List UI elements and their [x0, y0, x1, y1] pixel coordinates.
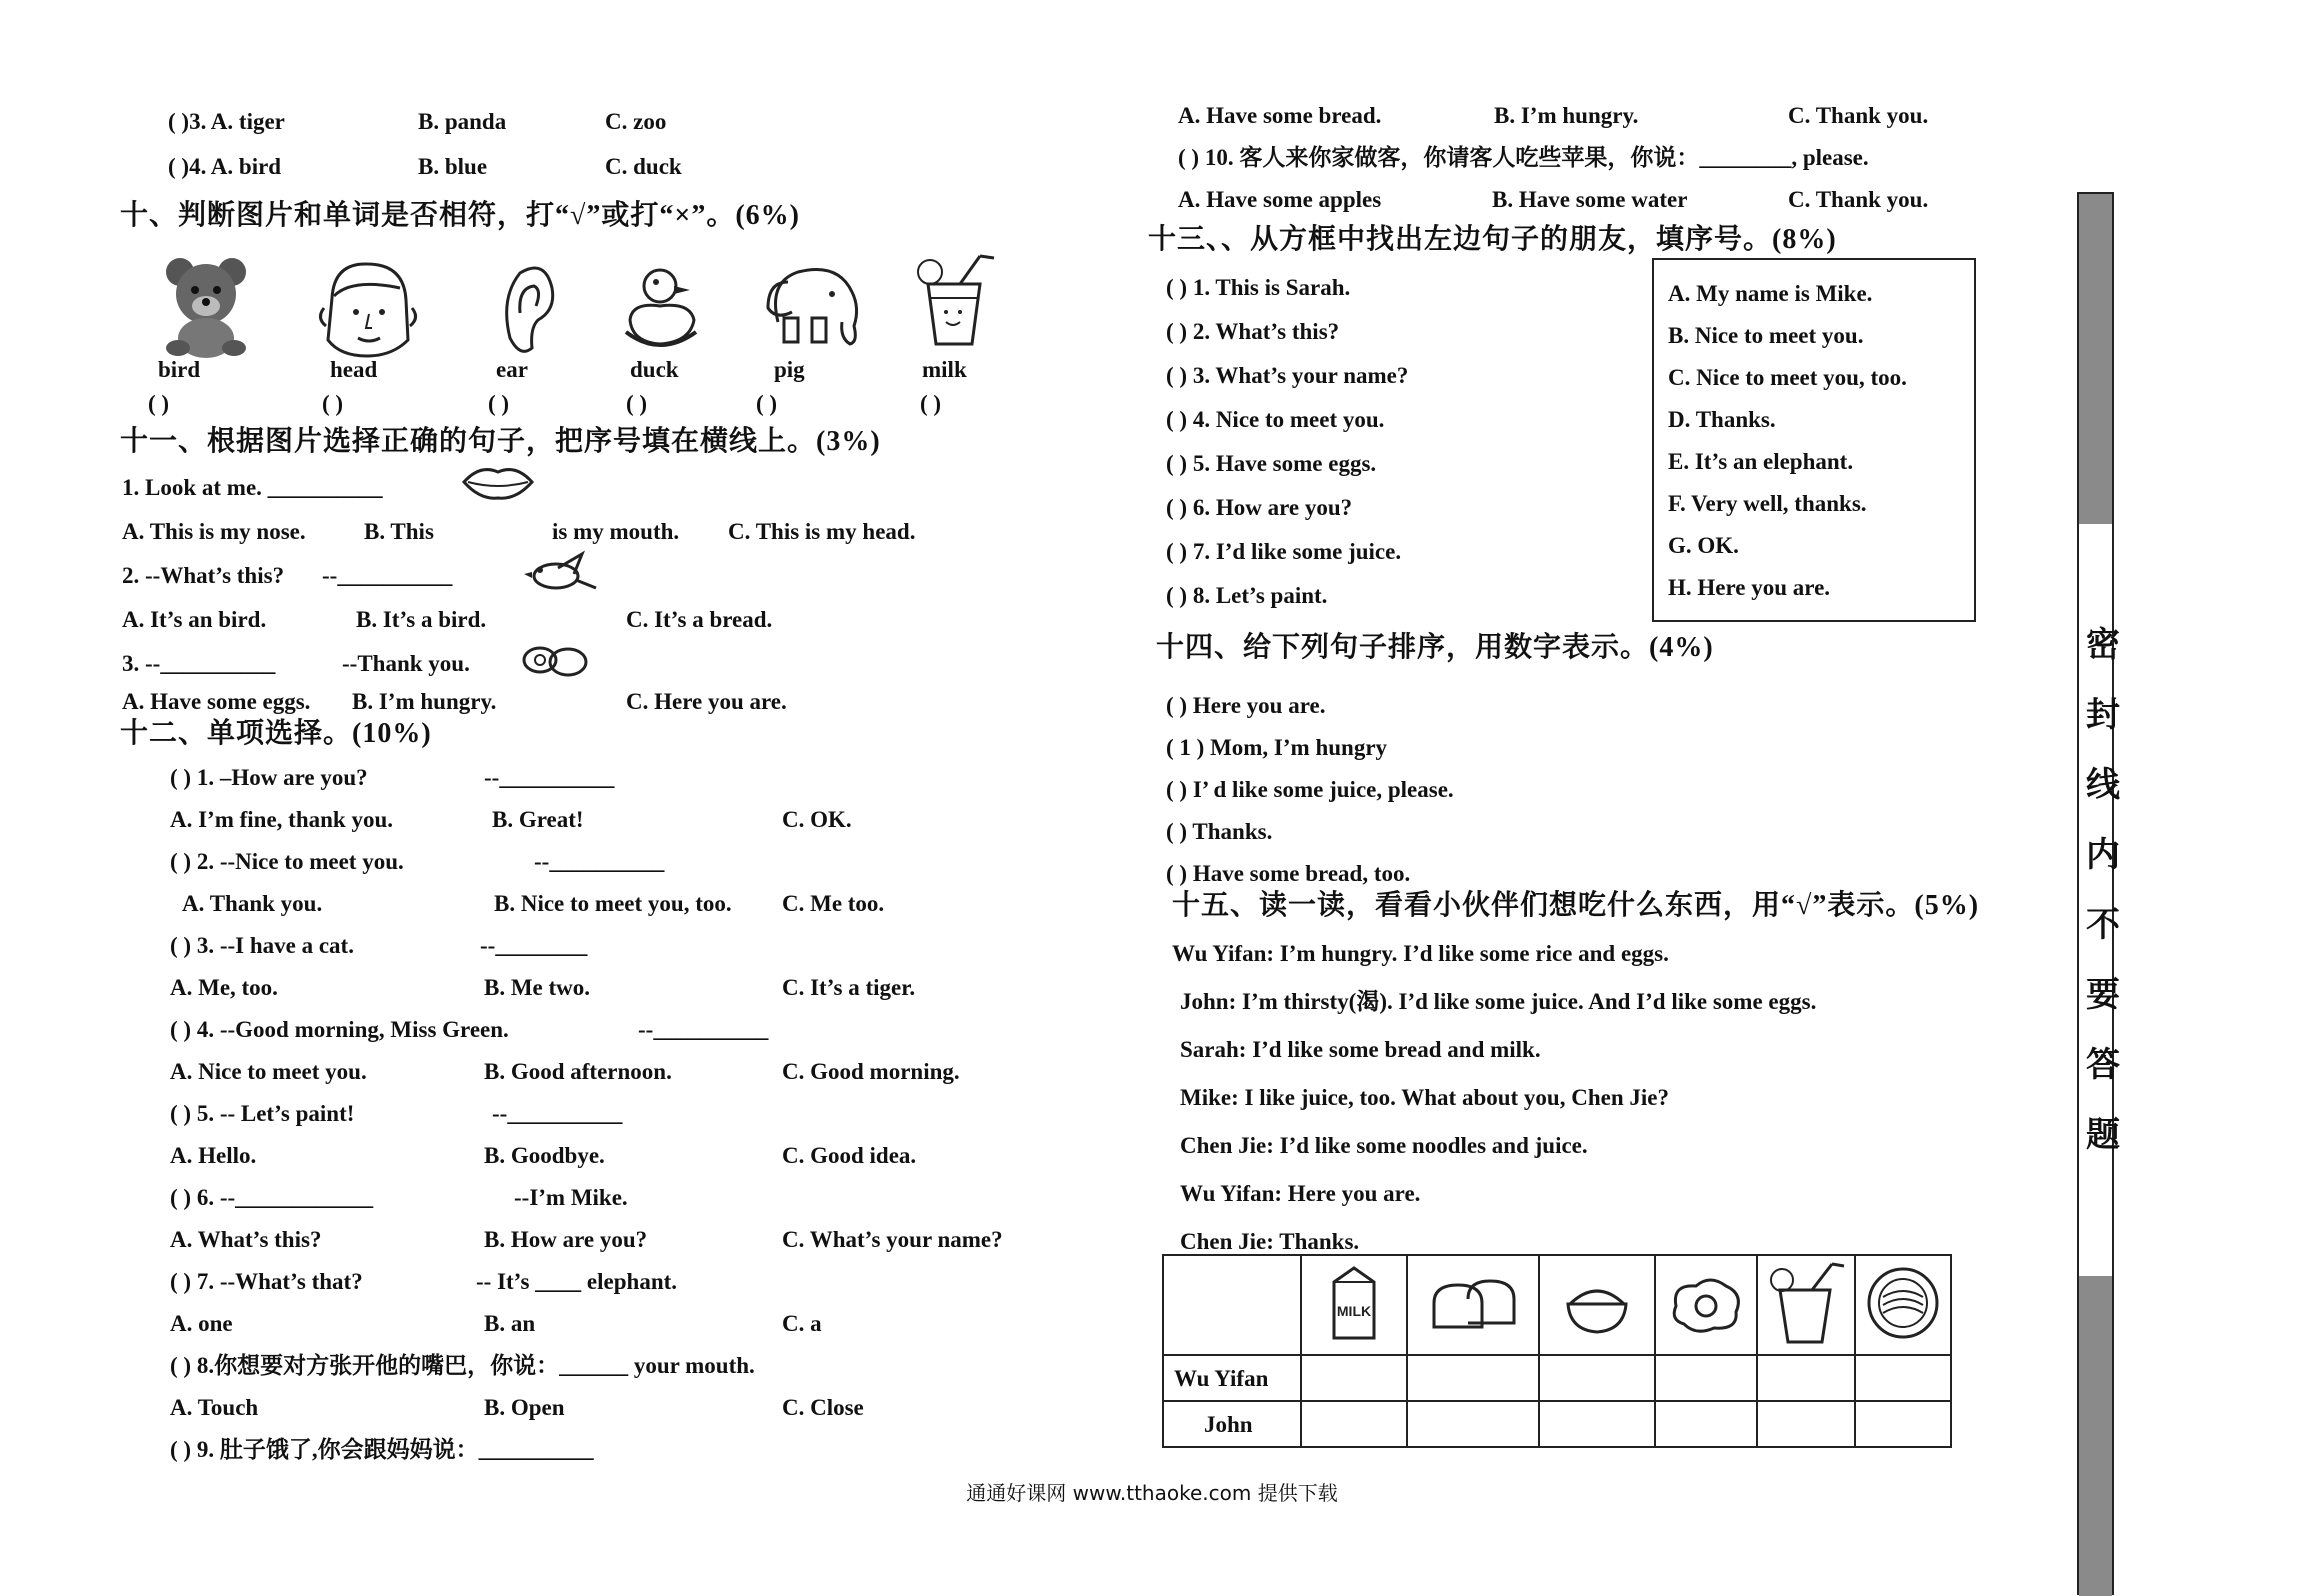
- bread-cell: [1407, 1255, 1539, 1355]
- food-table-corner: [1163, 1255, 1301, 1355]
- s11-q3-a: A. Have some eggs.: [122, 689, 311, 714]
- s12-q8-c: C. Close: [782, 1395, 864, 1420]
- s12-q5-a: A. Hello.: [170, 1143, 257, 1168]
- s15-line-1: Wu Yifan: I’m hungry. I’d like some rice and eggs.: [1172, 941, 1669, 966]
- s14-item-5[interactable]: ( ) Have some bread, too.: [1166, 861, 1411, 886]
- s15-line-3: Sarah: I’d like some bread and milk.: [1180, 1037, 1541, 1062]
- s12-q6-c: C. What’s your name?: [782, 1227, 1003, 1252]
- s12-q3-b: B. Me two.: [484, 975, 591, 1000]
- s12-q4-blank[interactable]: --__________: [638, 1017, 769, 1042]
- s12-q7-blank[interactable]: -- It’s ____ elephant.: [476, 1269, 678, 1294]
- s12-q7-b: B. an: [484, 1311, 536, 1336]
- seal-char-1: 密: [2086, 625, 2120, 665]
- s15-line-2: John: I’m thirsty(渴). I’d like some juice. And I’d like some eggs.: [1180, 989, 1817, 1014]
- s12-q9-b: B. I’m hungry.: [1494, 103, 1639, 128]
- s12-q6[interactable]: ( ) 6. --____________: [170, 1185, 374, 1210]
- rice-bowl-icon: [1562, 1268, 1632, 1338]
- s12-q6-reply: --I’m Mike.: [514, 1185, 628, 1210]
- s12-q2-blank[interactable]: --__________: [534, 849, 665, 874]
- noodles-cell: [1855, 1255, 1951, 1355]
- s15-line-6: Wu Yifan: Here you are.: [1180, 1181, 1421, 1206]
- s11-q3[interactable]: 3. --__________: [122, 651, 276, 676]
- john-bread-cell[interactable]: [1407, 1401, 1539, 1447]
- s13-options-box: [1652, 258, 1976, 622]
- s12-q8-a: A. Touch: [170, 1395, 259, 1420]
- s10-heading: 十、判断图片和单词是否相符，打“√”或打“×”。(6%): [120, 200, 800, 231]
- john-noodles-cell[interactable]: [1855, 1401, 1951, 1447]
- juice-picture: [914, 250, 1004, 350]
- footer-source: 通通好课网 www.tthaoke.com 提供下载: [966, 1481, 1338, 1505]
- bird-picture: [522, 550, 600, 596]
- s12-q1-b: B. Great!: [492, 807, 584, 832]
- s11-q1-b: B. This: [364, 519, 434, 544]
- bear-picture: [158, 252, 254, 358]
- wu-yifan-rice-cell[interactable]: [1539, 1355, 1655, 1401]
- s11-q2: 2. --What’s this?: [122, 563, 285, 588]
- s13-option-d: D. Thanks.: [1668, 407, 1776, 432]
- s14-item-4[interactable]: ( ) Thanks.: [1166, 819, 1273, 844]
- s12-q2-b: B. Nice to meet you, too.: [494, 891, 732, 916]
- s13-option-h: H. Here you are.: [1668, 575, 1831, 600]
- s11-q3-b: B. I’m hungry.: [352, 689, 497, 714]
- s10-answer-3[interactable]: ( ): [488, 391, 510, 416]
- s9-q3-b: B. panda: [418, 109, 507, 134]
- s12-q10-c: C. Thank you.: [1788, 187, 1929, 212]
- s10-word-5: pig: [774, 357, 805, 382]
- head-picture: [312, 258, 422, 358]
- s12-q5-b: B. Goodbye.: [484, 1143, 605, 1168]
- row-john-label: John: [1163, 1401, 1301, 1447]
- seal-char-2: 封: [2086, 695, 2120, 735]
- s12-q2-a: A. Thank you.: [182, 891, 323, 916]
- juice-icon: [1766, 1260, 1846, 1346]
- s11-q2-b: B. It’s a bird.: [356, 607, 487, 632]
- seal-band-bottom: [2079, 1276, 2112, 1596]
- seal-char-4: 内: [2086, 835, 2120, 875]
- s12-q3-blank[interactable]: --________: [480, 933, 588, 958]
- s12-q3-c: C. It’s a tiger.: [782, 975, 916, 1000]
- s12-q7-c: C. a: [782, 1311, 822, 1336]
- s13-option-e: E. It’s an elephant.: [1668, 449, 1854, 474]
- s12-q10-a: A. Have some apples: [1178, 187, 1382, 212]
- s12-q3-a: A. Me, too.: [170, 975, 278, 1000]
- s14-item-1[interactable]: ( ) Here you are.: [1166, 693, 1326, 718]
- seal-char-5: 不: [2086, 905, 2120, 945]
- s10-answer-1[interactable]: ( ): [148, 391, 170, 416]
- s13-option-c: C. Nice to meet you, too.: [1668, 365, 1907, 390]
- s12-q10[interactable]: ( ) 10. 客人来你家做客，你请客人吃些苹果，你说：________, please.: [1178, 145, 1869, 170]
- s9-q4: ( )4. A. bird: [168, 154, 282, 179]
- s12-q1-a: A. I’m fine, thank you.: [170, 807, 394, 832]
- milk-icon: [1322, 1264, 1386, 1342]
- seal-band-top: [2079, 194, 2112, 524]
- s12-q9[interactable]: ( ) 9. 肚子饿了,你会跟妈妈说：__________: [170, 1437, 594, 1462]
- s13-option-b: B. Nice to meet you.: [1668, 323, 1864, 348]
- s9-q4-c: C. duck: [605, 154, 682, 179]
- s12-q8-b: B. Open: [484, 1395, 565, 1420]
- s13-option-a: A. My name is Mike.: [1668, 281, 1873, 306]
- john-juice-cell[interactable]: [1757, 1401, 1855, 1447]
- s12-q4: ( ) 4. --Good morning, Miss Green.: [170, 1017, 509, 1042]
- s13-left-5[interactable]: ( ) 5. Have some eggs.: [1166, 451, 1377, 476]
- s13-left-7[interactable]: ( ) 7. I’d like some juice.: [1166, 539, 1402, 564]
- s13-left-3[interactable]: ( ) 3. What’s your name?: [1166, 363, 1409, 388]
- wu-yifan-juice-cell[interactable]: [1757, 1355, 1855, 1401]
- s12-q8[interactable]: ( ) 8.你想要对方张开他的嘴巴，你说：______ your mouth.: [170, 1353, 755, 1378]
- s12-q7: ( ) 7. --What’s that?: [170, 1269, 363, 1294]
- s10-word-1: bird: [158, 357, 201, 382]
- s12-q6-a: A. What’s this?: [170, 1227, 322, 1252]
- wu-yifan-egg-cell[interactable]: [1655, 1355, 1757, 1401]
- s10-answer-5[interactable]: ( ): [756, 391, 778, 416]
- s15-line-5: Chen Jie: I’d like some noodles and juice.: [1180, 1133, 1588, 1158]
- seal-char-3: 线: [2086, 765, 2120, 805]
- wu-yifan-milk-cell[interactable]: [1301, 1355, 1407, 1401]
- row-wu-yifan-label: Wu Yifan: [1163, 1355, 1301, 1401]
- s12-q4-c: C. Good morning.: [782, 1059, 960, 1084]
- s12-q4-a: A. Nice to meet you.: [170, 1059, 367, 1084]
- food-table: [1162, 1254, 1952, 1448]
- s11-q1-b2: is my mouth.: [552, 519, 680, 544]
- s12-q10-b: B. Have some water: [1492, 187, 1688, 212]
- s12-q2: ( ) 2. --Nice to meet you.: [170, 849, 404, 874]
- john-rice-cell[interactable]: [1539, 1401, 1655, 1447]
- s12-q5: ( ) 5. -- Let’s paint!: [170, 1101, 355, 1126]
- s9-q4-b: B. blue: [418, 154, 488, 179]
- s12-q5-c: C. Good idea.: [782, 1143, 917, 1168]
- s11-q1-a: A. This is my nose.: [122, 519, 306, 544]
- eggs-picture: [518, 638, 592, 682]
- s11-q2-blank[interactable]: --__________: [322, 563, 453, 588]
- s11-heading: 十一、根据图片选择正确的句子，把序号填在横线上。(3%): [120, 426, 881, 457]
- rice-cell: [1539, 1255, 1655, 1355]
- s13-option-g: G. OK.: [1668, 533, 1739, 558]
- s12-q3: ( ) 3. --I have a cat.: [170, 933, 354, 958]
- s12-q1-c: C. OK.: [782, 807, 852, 832]
- juice-cell: [1757, 1255, 1855, 1355]
- s12-q1: ( ) 1. –How are you?: [170, 765, 368, 790]
- s9-q3: ( )3. A. tiger: [168, 109, 285, 134]
- s12-heading: 十二、单项选择。(10%): [120, 718, 432, 749]
- s12-q4-b: B. Good afternoon.: [484, 1059, 672, 1084]
- s11-q1-c: C. This is my head.: [728, 519, 916, 544]
- s11-q2-c: C. It’s a bread.: [626, 607, 773, 632]
- egg-cell: [1655, 1255, 1757, 1355]
- s11-q2-a: A. It’s an bird.: [122, 607, 267, 632]
- s13-heading: 十三、、从方框中找出左边句子的朋友，填序号。(8%): [1148, 224, 1837, 255]
- s14-item-3[interactable]: ( ) I’ d like some juice, please.: [1166, 777, 1454, 802]
- wu-yifan-bread-cell[interactable]: [1407, 1355, 1539, 1401]
- elephant-picture: [748, 252, 868, 352]
- milk-cell: [1301, 1255, 1407, 1355]
- s13-left-8[interactable]: ( ) 8. Let’s paint.: [1166, 583, 1328, 608]
- s11-q3-reply: --Thank you.: [342, 651, 470, 676]
- s12-q1-blank[interactable]: --__________: [484, 765, 615, 790]
- john-milk-cell[interactable]: [1301, 1401, 1407, 1447]
- s13-left-4[interactable]: ( ) 4. Nice to meet you.: [1166, 407, 1385, 432]
- s14-heading: 十四、给下列句子排序，用数字表示。(4%): [1156, 632, 1714, 663]
- seal-line-band: [2077, 192, 2114, 1595]
- s10-word-4: duck: [630, 357, 679, 382]
- s12-q7-a: A. one: [170, 1311, 233, 1336]
- s10-word-3: ear: [496, 357, 528, 382]
- john-egg-cell[interactable]: [1655, 1401, 1757, 1447]
- s12-q9-c: C. Thank you.: [1788, 103, 1929, 128]
- bread-icon: [1428, 1273, 1518, 1333]
- wu-yifan-noodles-cell[interactable]: [1855, 1355, 1951, 1401]
- duck-picture: [620, 262, 700, 352]
- s12-q9-a: A. Have some bread.: [1178, 103, 1382, 128]
- s10-answer-4[interactable]: ( ): [626, 391, 648, 416]
- s11-q3-c: C. Here you are.: [626, 689, 787, 714]
- mouth-picture: [460, 462, 536, 502]
- s12-q5-blank[interactable]: --__________: [492, 1101, 623, 1126]
- s15-heading: 十五、读一读，看看小伙伴们想吃什么东西，用“√”表示。(5%): [1172, 890, 1980, 921]
- s13-left-1[interactable]: ( ) 1. This is Sarah.: [1166, 275, 1351, 300]
- s15-line-7: Chen Jie: Thanks.: [1180, 1229, 1360, 1254]
- s12-q6-b: B. How are you?: [484, 1227, 648, 1252]
- s10-word-2: head: [330, 357, 378, 382]
- s13-left-2[interactable]: ( ) 2. What’s this?: [1166, 319, 1340, 344]
- s13-option-f: F. Very well, thanks.: [1668, 491, 1867, 516]
- seal-char-6: 要: [2086, 975, 2120, 1015]
- s10-answer-6[interactable]: ( ): [920, 391, 942, 416]
- seal-char-7: 答: [2086, 1045, 2120, 1085]
- noodles-icon: [1863, 1263, 1943, 1343]
- seal-char-8: 题: [2086, 1115, 2120, 1155]
- s10-answer-2[interactable]: ( ): [322, 391, 344, 416]
- fried-egg-icon: [1666, 1268, 1746, 1338]
- s12-q2-c: C. Me too.: [782, 891, 885, 916]
- s14-item-2[interactable]: ( 1 ) Mom, I’m hungry: [1166, 735, 1388, 760]
- s15-line-4: Mike: I like juice, too. What about you, Chen Jie?: [1180, 1085, 1669, 1110]
- s9-q3-c: C. zoo: [605, 109, 667, 134]
- s13-left-6[interactable]: ( ) 6. How are you?: [1166, 495, 1353, 520]
- ear-picture: [490, 258, 560, 358]
- milk-icon-label: MILK: [1336, 1302, 1372, 1319]
- s10-word-6: milk: [922, 357, 967, 382]
- s11-q1: 1. Look at me. __________: [122, 475, 383, 500]
